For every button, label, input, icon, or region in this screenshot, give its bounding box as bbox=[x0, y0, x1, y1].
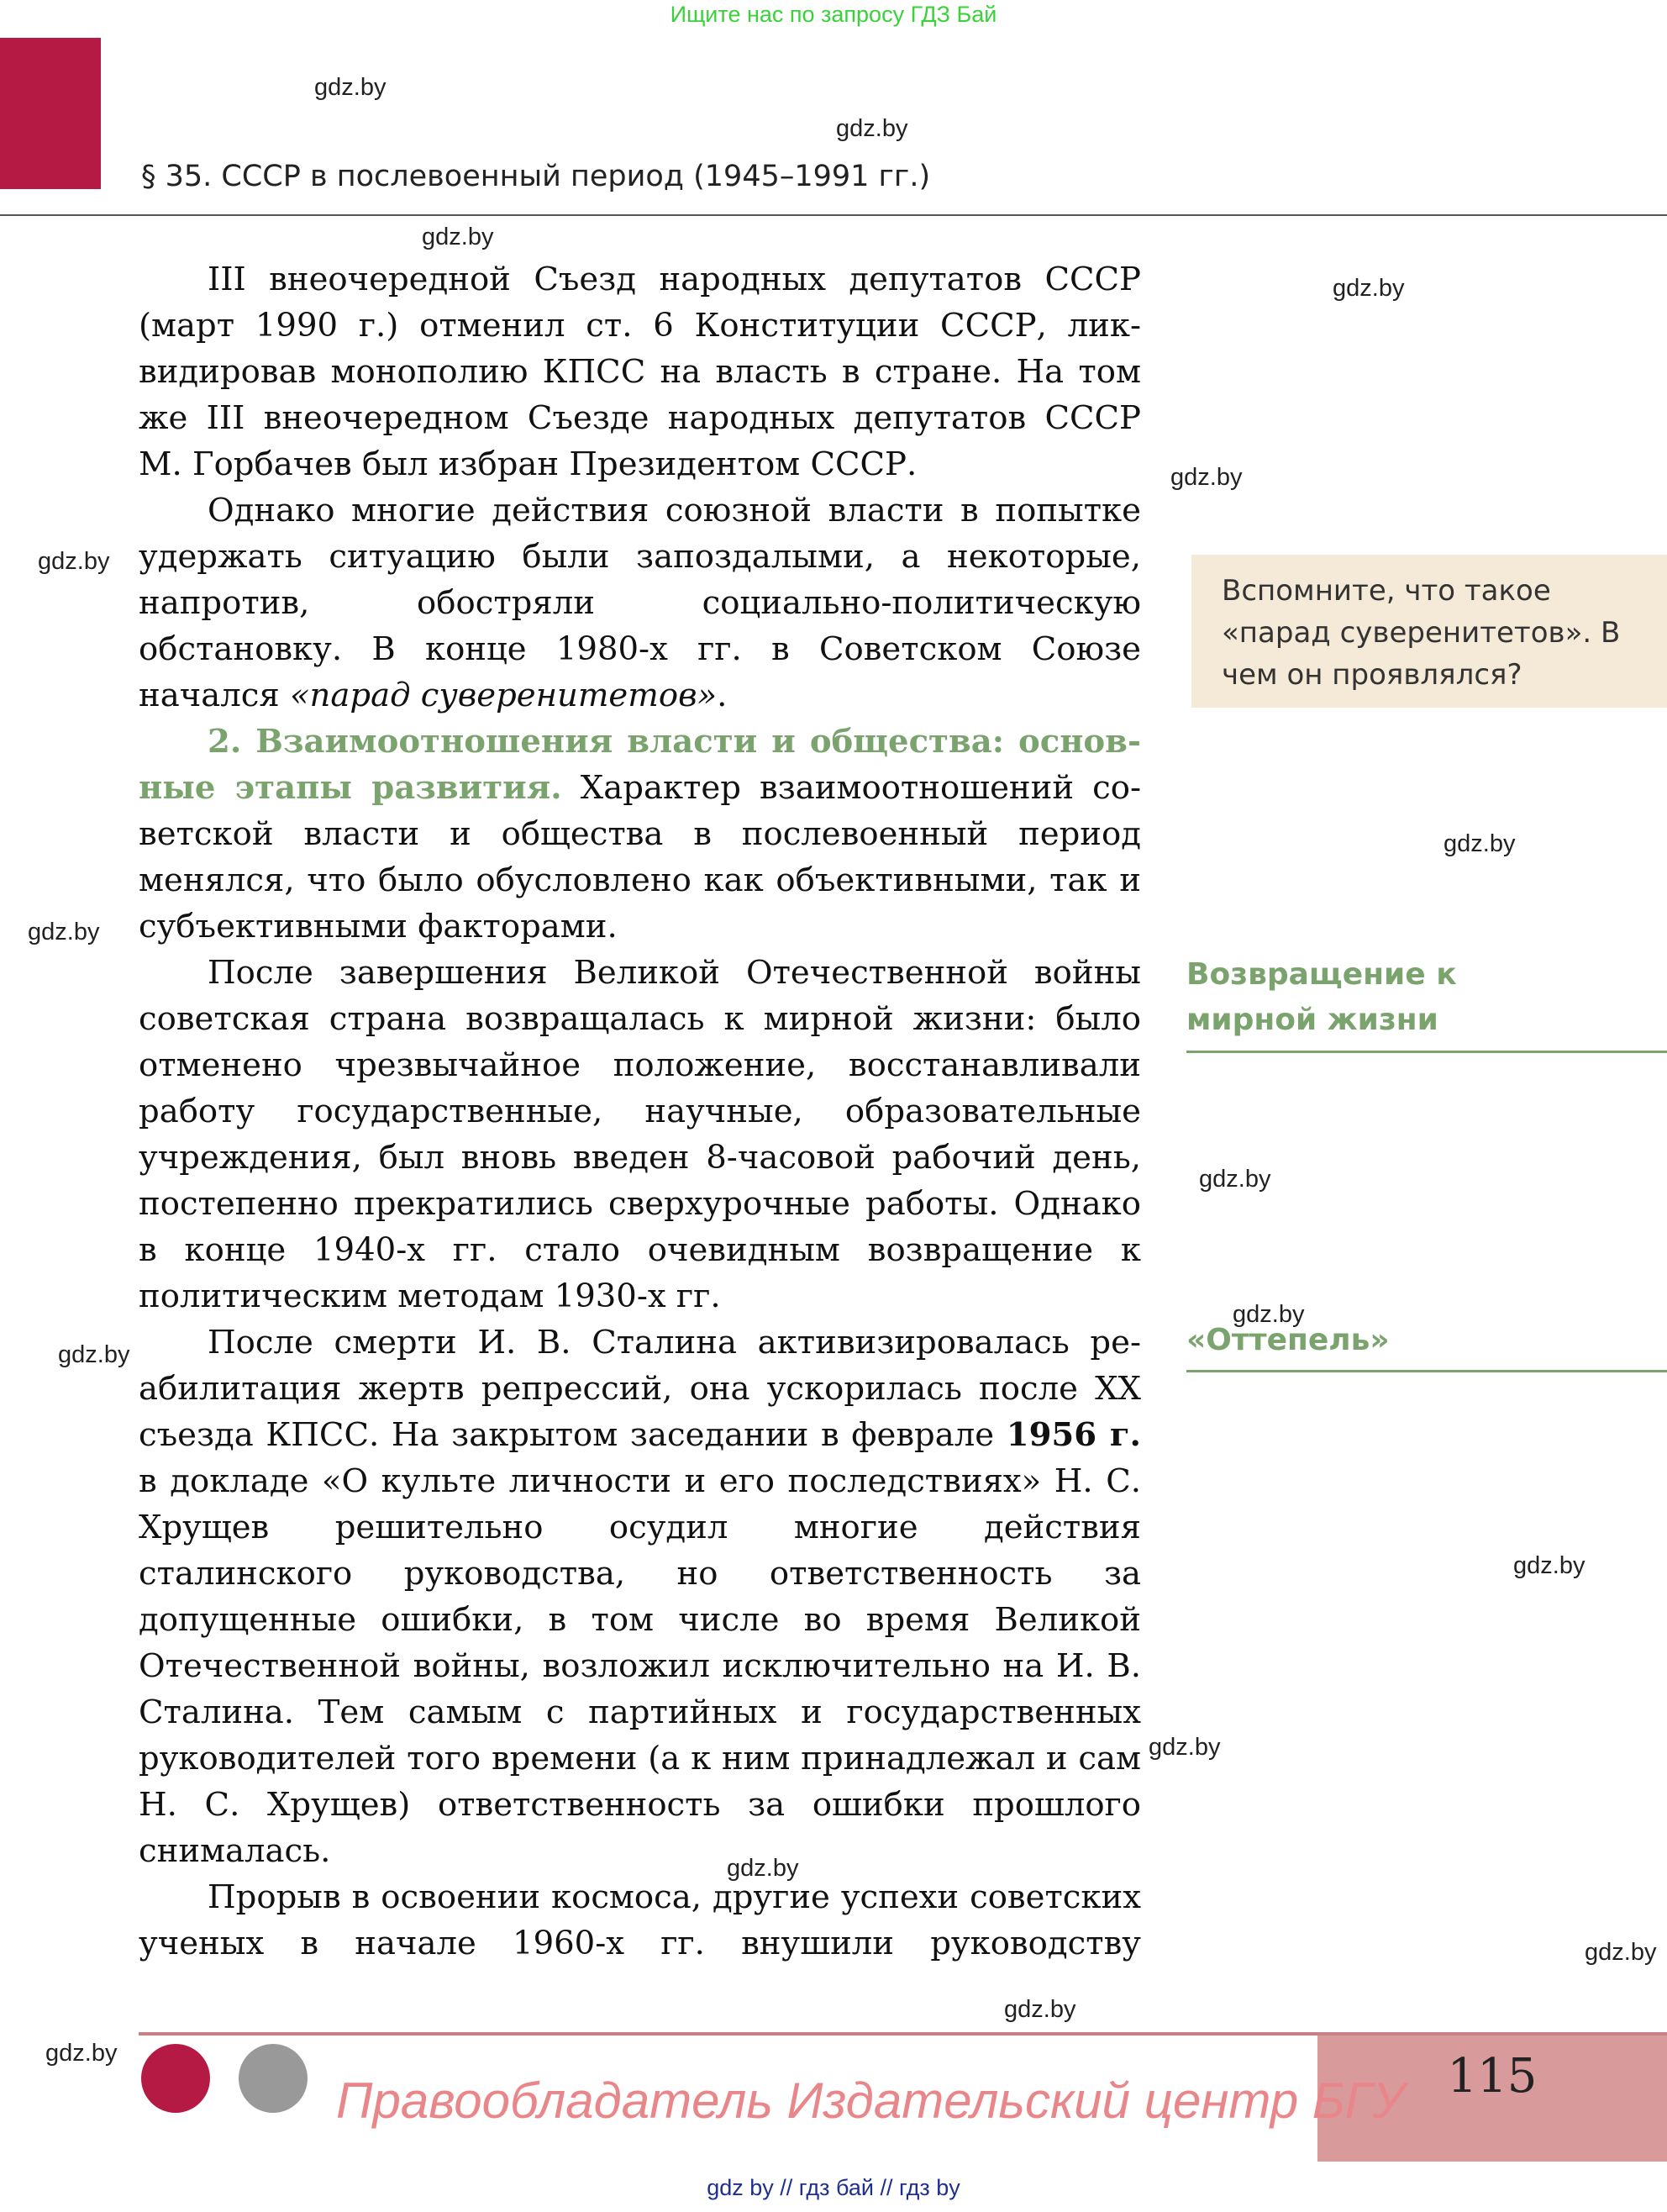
watermark: gdz.by bbox=[727, 1855, 799, 1882]
watermark: gdz.by bbox=[58, 1341, 130, 1368]
bold-date: 1956 г. bbox=[1006, 1416, 1141, 1454]
watermark: gdz.by bbox=[1149, 1734, 1221, 1761]
page-header-title: § 35. СССР в послевоенный период (1945–1991 гг.) bbox=[141, 160, 931, 193]
italic-term: «парад суверенитетов» bbox=[289, 677, 718, 714]
watermark: gdz.by bbox=[1199, 1166, 1271, 1193]
grey-circle-icon bbox=[239, 2044, 308, 2113]
paragraph bbox=[139, 487, 1141, 719]
margin-heading-rule bbox=[1186, 1370, 1667, 1372]
margin-heading-rule bbox=[1186, 1051, 1667, 1053]
watermark: gdz.by bbox=[45, 2040, 118, 2067]
watermark: gdz.by bbox=[314, 74, 387, 101]
paragraph bbox=[139, 950, 1141, 1319]
paragraph bbox=[139, 1874, 1141, 1967]
main-text-column bbox=[139, 256, 1141, 1967]
paragraph-text: Характер взаимоотношений советской власти и общества в послевоенный период менялся, что было обусловлено как объективными, так и субъективными факторами. bbox=[139, 769, 1141, 945]
watermark: gdz.by bbox=[38, 548, 110, 575]
search-hint-banner: Ищите нас по запросу ГДЗ Бай bbox=[670, 2, 997, 27]
watermark: gdz.by bbox=[836, 115, 908, 142]
paragraph bbox=[139, 256, 1141, 487]
paragraph-text: После смерти И. В. Сталина активизировалась реабилитация жертв репрессий, она ускорилась после XX съезда КПСС. На закрытом заседании в феврале bbox=[139, 1324, 1141, 1454]
margin-heading-thaw: «Оттепель» bbox=[1186, 1323, 1390, 1357]
margin-heading-return: Возвращение к мирной жизни bbox=[1186, 957, 1457, 1037]
red-circle-icon bbox=[141, 2044, 210, 2113]
recall-question-box: Вспомните, что такое «парад суверенитетов». В чем он проявлялся? bbox=[1191, 555, 1667, 708]
watermark: gdz.by bbox=[1004, 1996, 1076, 2023]
paragraph-text: Однако многие действия союзной власти в попытке удержать ситуацию были запоздалыми, а некоторые, напротив, обостряли социально-политическую обстановку. В конце 1980-х гг. в Советском Союзе начался bbox=[139, 492, 1141, 714]
paragraph bbox=[139, 1319, 1141, 1874]
paragraph-text: Прорыв в освоении космоса, другие успехи советских ученых в начале 1960-х гг. внушили руководству bbox=[139, 1878, 1141, 1962]
chapter-color-tab bbox=[0, 38, 101, 189]
watermark: gdz.by bbox=[1233, 1301, 1305, 1328]
paragraph bbox=[139, 719, 1141, 950]
watermark: gdz.by bbox=[1444, 830, 1516, 857]
header-divider bbox=[0, 214, 1667, 216]
publisher-watermark: Правообладатель Издательский центр БГУ bbox=[336, 2072, 1405, 2129]
watermark: gdz.by bbox=[422, 224, 494, 250]
watermark: gdz.by bbox=[1513, 1552, 1585, 1579]
watermark: gdz.by bbox=[1333, 275, 1405, 302]
watermark: gdz.by bbox=[1585, 1939, 1657, 1966]
paragraph-text: в докладе «О культе личности и его последствиях» Н. С. Хрущев решительно осудил многие действия сталинского руководства, но ответственность за допущенные ошибки, в том числе во время Великой Отечественной войны, возложил исключительно на И. В. Сталина. Тем самым с партийных и государственных руководителей того времени (а к ним принадлежал и сам Н. С. Хрущев) ответственность за ошибки прошлого снималась. bbox=[139, 1462, 1141, 1870]
paragraph-end: . bbox=[717, 677, 728, 714]
paragraph-text: После завершения Великой Отечественной войны советская страна возвращалась к мирной жизни: было отменено чрезвычайное положение, восстанавливали работу государственные, научные, образовательные учреждения, был вновь введен 8-часовой рабочий день, постепенно прекратились сверхурочные работы. Однако в конце 1940-х гг. стало очевидным возвращение к политическим методам 1930-х гг. bbox=[139, 954, 1141, 1315]
bottom-links: gdz by // гдз бай // гдз by bbox=[707, 2175, 960, 2200]
paragraph-text: III внеочередной Съезд народных депутатов СССР (март 1990 г.) отменил ст. 6 Конституции СССР, ликвидировав монополию КПСС на власть в стране. На том же III внеочередном Съезде народных депутатов СССР М. Горбачев был избран Президентом СССР. bbox=[139, 261, 1141, 483]
page-number: 115 bbox=[1447, 2049, 1538, 2104]
watermark: gdz.by bbox=[28, 919, 100, 945]
watermark: gdz.by bbox=[1170, 464, 1243, 491]
section-heading: 2. Взаимоотношения власти и общества: основные этапы развития. bbox=[139, 723, 1141, 807]
